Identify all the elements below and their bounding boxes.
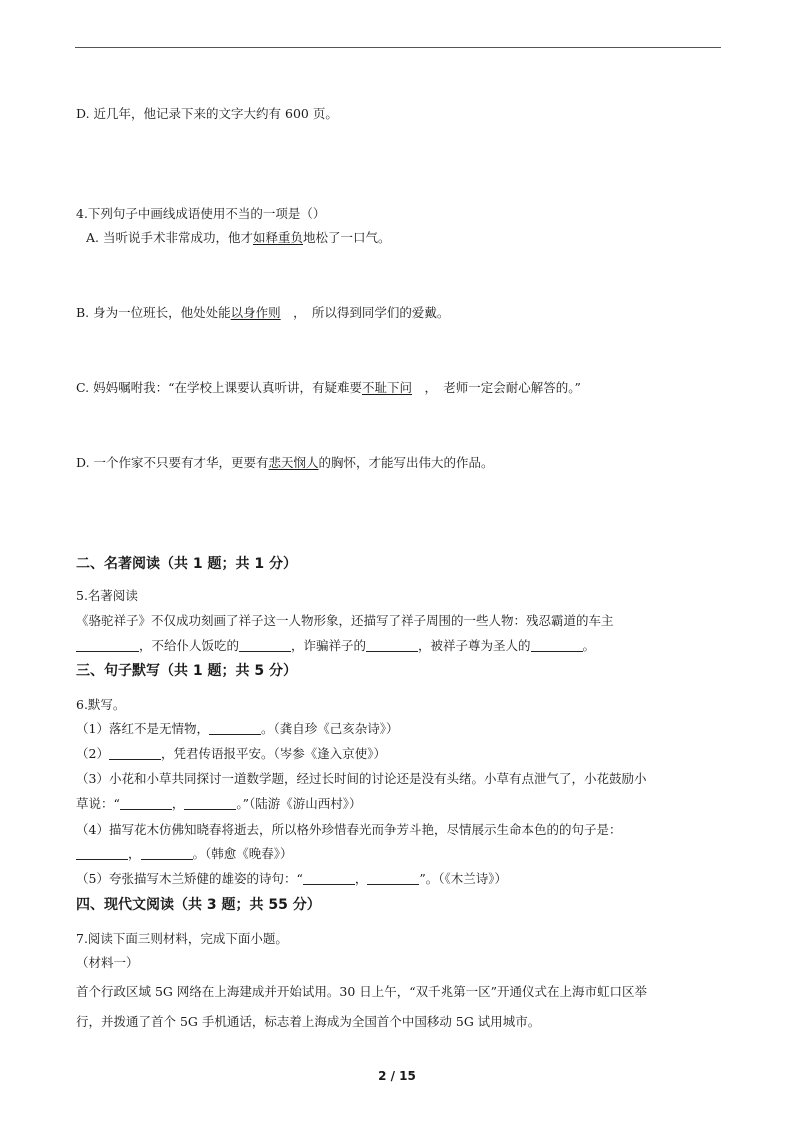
header-rule [75, 47, 721, 48]
q6-item-4-line1: （4）描写花木仿佛知晓春将逝去，所以格外珍惜春光而争芳斗艳，尽情展示生命本色的的句子是： [76, 822, 622, 837]
section-heading: 四、现代文阅读（共 3 题；共 55 分） [76, 897, 321, 913]
q5-line2: ，不给仆人饭吃的 ，诈骗祥子的 ，被祥子尊为圣人的 。 [76, 638, 595, 654]
underlined-idiom: 如释重负 [252, 230, 303, 245]
q4-option-c: C. 妈妈嘱咐我：“在学校上课要认真听讲，有疑难要不耻下问 ， 老师一定会耐心解答的。” [76, 380, 581, 395]
answer-blank [209, 722, 261, 735]
answer-blank [367, 872, 419, 885]
answer-blank [366, 639, 418, 652]
q6-item-3-line1: （3）小花和小草共同探讨一道数学题，经过长时间的讨论还是没有头绪。小草有点泄气了，小花鼓励小 [76, 771, 647, 786]
q4-stem: 4.下列句子中画线成语使用不当的一项是（） [76, 206, 326, 221]
material-label: （材料一） [76, 955, 139, 970]
q6-item-5: （5）夸张描写木兰矫健的雄姿的诗句：“ ， ”。（《木兰诗》） [76, 871, 508, 886]
underlined-idiom: 不耻下问 [361, 380, 412, 395]
q4-option-b: B. 身为一位班长，他处处能以身作则 ， 所以得到同学们的爱戴。 [76, 305, 450, 320]
q6-item-2: （2） ，凭君传语报平安。（岑参《逢入京使》） [76, 746, 386, 761]
answer-blank [120, 797, 172, 810]
answer-blank [76, 639, 139, 652]
answer-blank [109, 747, 161, 760]
answer-blank [141, 847, 193, 860]
answer-blank [239, 639, 291, 652]
q6-item-3-line2: 草说：“ ， 。”（陆游《游山西村》） [76, 796, 362, 811]
q6-item-4-line2: ， 。（韩愈《晚春》） [76, 846, 293, 862]
answer-blank [184, 797, 236, 810]
material1-line1: 首个行政区域 5G 网络在上海建成并开始试用。30 日上午，“双千兆第一区”开通仪式在上海市虹口区举 [76, 984, 648, 999]
underlined-idiom: 以身作则 [230, 305, 281, 320]
page-number: 2 / 15 [378, 1069, 416, 1083]
section-heading: 三、句子默写（共 1 题；共 5 分） [76, 663, 297, 679]
q7-title: 7.阅读下面三则材料，完成下面小题。 [76, 931, 288, 946]
q4-option-a: A. 当听说手术非常成功，他才如释重负地松了一口气。 [86, 230, 391, 245]
q4-option-d: D. 一个作家不只要有才华，更要有悲天悯人的胸怀，才能写出伟大的作品。 [76, 455, 494, 470]
q6-title: 6.默写。 [76, 697, 126, 712]
underlined-idiom: 悲天悯人 [268, 455, 319, 470]
q5-title: 5.名著阅读 [76, 588, 138, 603]
q6-item-1: （1）落红不是无情物， 。（龚自珍《己亥杂诗》） [76, 721, 399, 736]
answer-blank [303, 872, 355, 885]
q3-option-d: D. 近几年，他记录下来的文字大约有 600 页。 [76, 106, 338, 121]
q5-line1: 《骆驼祥子》不仅成功刻画了祥子这一人物形象，还描写了祥子周围的一些人物：残忍霸道的车主 [76, 613, 614, 628]
answer-blank [76, 847, 128, 860]
section-heading: 二、名著阅读（共 1 题；共 1 分） [76, 556, 297, 572]
material1-line2: 行，并拨通了首个 5G 手机通话，标志着上海成为全国首个中国移动 5G 试用城市。 [76, 1014, 541, 1029]
answer-blank [531, 639, 583, 652]
